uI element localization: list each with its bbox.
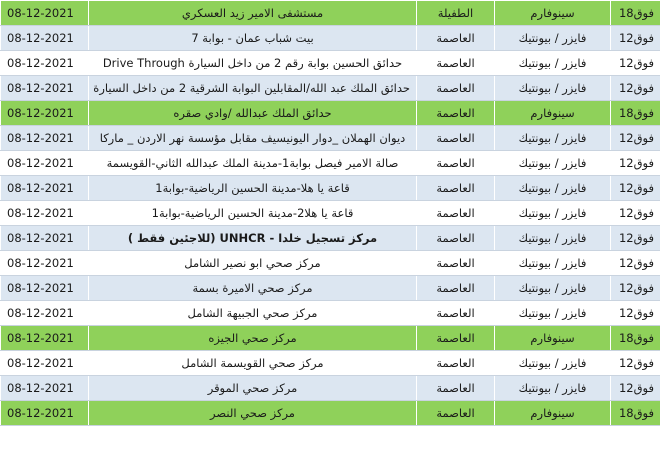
age-group-cell: فوق12	[611, 276, 660, 301]
governorate-cell: العاصمة	[417, 276, 495, 301]
table-row[interactable]	[1, 126, 660, 151]
location-cell: مركز صحي الاميرة بسمة	[89, 276, 417, 301]
date-cell: 08-12-2021	[1, 176, 89, 201]
table-row[interactable]	[1, 226, 660, 251]
age-group-cell: فوق18	[611, 1, 660, 26]
vaccine-cell: فايزر / بيونتيك	[495, 376, 611, 401]
governorate-cell: العاصمة	[417, 76, 495, 101]
table-row[interactable]	[1, 201, 660, 226]
vaccine-cell: فايزر / بيونتيك	[495, 351, 611, 376]
table-row[interactable]	[1, 351, 660, 376]
location-cell: قاعة يا هلا-مدينة الحسين الرياضية-بوابة1	[89, 176, 417, 201]
governorate-cell: العاصمة	[417, 401, 495, 426]
date-cell: 08-12-2021	[1, 151, 89, 176]
vaccine-cell: سينوفارم	[495, 101, 611, 126]
age-group-cell: فوق12	[611, 201, 660, 226]
vaccine-cell: فايزر / بيونتيك	[495, 176, 611, 201]
governorate-cell: العاصمة	[417, 26, 495, 51]
age-group-cell: فوق18	[611, 101, 660, 126]
table-row[interactable]	[1, 251, 660, 276]
date-cell: 08-12-2021	[1, 251, 89, 276]
date-cell: 08-12-2021	[1, 326, 89, 351]
location-cell: بيت شباب عمان - بوابة 7	[89, 26, 417, 51]
age-group-cell: فوق12	[611, 76, 660, 101]
age-group-cell: فوق18	[611, 401, 660, 426]
date-cell: 08-12-2021	[1, 101, 89, 126]
vaccine-cell: فايزر / بيونتيك	[495, 251, 611, 276]
location-cell: مركز صحي الجيزه	[89, 326, 417, 351]
age-group-cell: فوق12	[611, 176, 660, 201]
location-cell: مركز صحي الجبيهة الشامل	[89, 301, 417, 326]
table-row[interactable]	[1, 101, 660, 126]
governorate-cell: العاصمة	[417, 176, 495, 201]
date-cell: 08-12-2021	[1, 401, 89, 426]
governorate-cell: العاصمة	[417, 251, 495, 276]
governorate-cell: العاصمة	[417, 326, 495, 351]
table-row[interactable]	[1, 176, 660, 201]
table-row[interactable]	[1, 401, 660, 426]
location-cell: مركز صحي ابو نصير الشامل	[89, 251, 417, 276]
vaccine-cell: فايزر / بيونتيك	[495, 51, 611, 76]
date-cell: 08-12-2021	[1, 201, 89, 226]
age-group-cell: فوق12	[611, 251, 660, 276]
table-row[interactable]	[1, 276, 660, 301]
table-body	[1, 1, 660, 426]
vaccine-cell: فايزر / بيونتيك	[495, 201, 611, 226]
vaccine-cell: سينوفارم	[495, 401, 611, 426]
location-cell: مركز تسجيل خلدا - UNHCR (للاجئين فقط )	[89, 226, 417, 251]
governorate-cell: العاصمة	[417, 301, 495, 326]
vaccine-cell: فايزر / بيونتيك	[495, 301, 611, 326]
governorate-cell: الطفيلة	[417, 1, 495, 26]
date-cell: 08-12-2021	[1, 301, 89, 326]
age-group-cell: فوق12	[611, 51, 660, 76]
location-cell: قاعة يا هلا2-مدينة الحسين الرياضية-بوابة1	[89, 201, 417, 226]
date-cell: 08-12-2021	[1, 376, 89, 401]
location-cell: ديوان الهملان _دوار اليونيسيف مقابل مؤسسة نهر الاردن _ ماركا	[89, 126, 417, 151]
vaccine-cell: فايزر / بيونتيك	[495, 26, 611, 51]
table-row[interactable]	[1, 1, 660, 26]
governorate-cell: العاصمة	[417, 376, 495, 401]
age-group-cell: فوق12	[611, 151, 660, 176]
location-cell: حدائق الملك عبدالله /وادي صقره	[89, 101, 417, 126]
table-row[interactable]	[1, 376, 660, 401]
vaccine-cell: فايزر / بيونتيك	[495, 76, 611, 101]
table-row[interactable]	[1, 26, 660, 51]
date-cell: 08-12-2021	[1, 126, 89, 151]
age-group-cell: فوق12	[611, 301, 660, 326]
table-row[interactable]	[1, 51, 660, 76]
location-cell: مركز صحي الموقر	[89, 376, 417, 401]
age-group-cell: فوق12	[611, 126, 660, 151]
age-group-cell: فوق12	[611, 376, 660, 401]
date-cell: 08-12-2021	[1, 76, 89, 101]
vaccine-cell: فايزر / بيونتيك	[495, 226, 611, 251]
governorate-cell: العاصمة	[417, 201, 495, 226]
vaccine-cell: سينوفارم	[495, 326, 611, 351]
table-row[interactable]	[1, 76, 660, 101]
location-cell: مركز صحي النصر	[89, 401, 417, 426]
location-cell: حدائق الحسين بوابة رقم 2 من داخل السيارة Drive Through	[89, 51, 417, 76]
governorate-cell: العاصمة	[417, 51, 495, 76]
location-cell: صالة الامير فيصل بوابة1-مدينة الملك عبدالله الثاني-القويسمة	[89, 151, 417, 176]
date-cell: 08-12-2021	[1, 1, 89, 26]
location-cell: حدائق الملك عبد الله/المقابلين البوابة الشرقية 2 من داخل السيارة	[89, 76, 417, 101]
location-cell: مستشفى الامير زيد العسكري	[89, 1, 417, 26]
age-group-cell: فوق12	[611, 26, 660, 51]
vaccine-cell: فايزر / بيونتيك	[495, 126, 611, 151]
location-cell: مركز صحي القويسمة الشامل	[89, 351, 417, 376]
age-group-cell: فوق18	[611, 326, 660, 351]
vaccine-cell: فايزر / بيونتيك	[495, 151, 611, 176]
date-cell: 08-12-2021	[1, 26, 89, 51]
governorate-cell: العاصمة	[417, 126, 495, 151]
vaccine-cell: سينوفارم	[495, 1, 611, 26]
table-row[interactable]	[1, 301, 660, 326]
age-group-cell: فوق12	[611, 226, 660, 251]
governorate-cell: العاصمة	[417, 151, 495, 176]
date-cell: 08-12-2021	[1, 276, 89, 301]
governorate-cell: العاصمة	[417, 351, 495, 376]
governorate-cell: العاصمة	[417, 226, 495, 251]
table-row[interactable]	[1, 326, 660, 351]
date-cell: 08-12-2021	[1, 226, 89, 251]
table-row[interactable]	[1, 151, 660, 176]
vaccine-cell: فايزر / بيونتيك	[495, 276, 611, 301]
date-cell: 08-12-2021	[1, 351, 89, 376]
age-group-cell: فوق12	[611, 351, 660, 376]
date-cell: 08-12-2021	[1, 51, 89, 76]
governorate-cell: العاصمة	[417, 101, 495, 126]
